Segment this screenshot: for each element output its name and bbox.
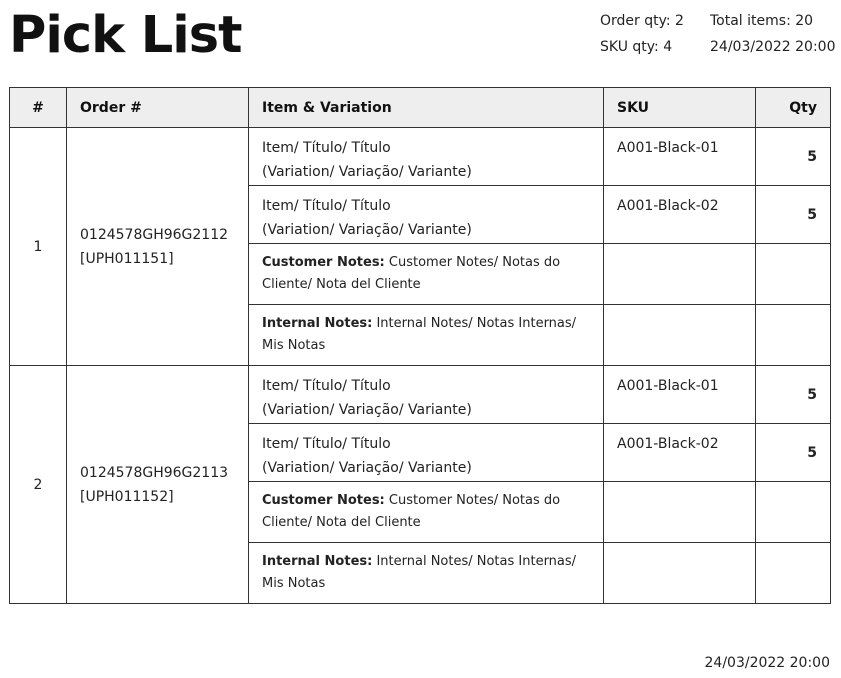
order-summary-left bbox=[600, 8, 684, 60]
table-row bbox=[10, 128, 831, 186]
header-datetime: 24/03/2022 20:00 bbox=[710, 39, 836, 55]
row-number: 1 bbox=[10, 128, 67, 366]
item-variation: (Variation/ Variação/ Variante) bbox=[262, 402, 472, 418]
item-variation: (Variation/ Variação/ Variante) bbox=[262, 164, 472, 180]
sku-cell: A001-Black-02 bbox=[604, 186, 756, 244]
internal-notes-label: Internal Notes: bbox=[262, 316, 373, 331]
empty-cell bbox=[604, 305, 756, 366]
empty-cell bbox=[604, 543, 756, 604]
internal-notes-text: Internal Notes/ Notas Internas/ Mis Notas bbox=[262, 554, 577, 591]
empty-cell bbox=[756, 543, 831, 604]
table-header-row bbox=[10, 88, 831, 128]
table-row bbox=[10, 366, 831, 424]
item-variation-cell bbox=[249, 128, 604, 186]
qty-cell: 5 bbox=[756, 186, 831, 244]
item-variation-cell bbox=[249, 366, 604, 424]
sku-cell: A001-Black-01 bbox=[604, 128, 756, 186]
qty-cell: 5 bbox=[756, 128, 831, 186]
column-header-sku: SKU bbox=[604, 88, 756, 128]
order-number: 0124578GH96G2112 bbox=[80, 226, 229, 243]
customer-notes-cell bbox=[249, 482, 604, 543]
order-reference: [UPH011152] bbox=[80, 488, 174, 505]
item-title: Item/ Título/ Título bbox=[262, 140, 391, 156]
empty-cell bbox=[756, 482, 831, 543]
item-title: Item/ Título/ Título bbox=[262, 198, 391, 214]
empty-cell bbox=[604, 482, 756, 543]
column-header-item: Item & Variation bbox=[249, 88, 604, 128]
item-variation-cell bbox=[249, 424, 604, 482]
empty-cell bbox=[604, 244, 756, 305]
order-summary-right bbox=[710, 8, 836, 60]
internal-notes-cell bbox=[249, 543, 604, 604]
column-header-qty: Qty bbox=[756, 88, 831, 128]
item-title: Item/ Título/ Título bbox=[262, 378, 391, 394]
customer-notes-text: Customer Notes/ Notas do Cliente/ Nota del Cliente bbox=[262, 255, 561, 292]
order-reference: [UPH011151] bbox=[80, 250, 174, 267]
item-variation-cell bbox=[249, 186, 604, 244]
footer-datetime: 24/03/2022 20:00 bbox=[704, 655, 830, 671]
internal-notes-text: Internal Notes/ Notas Internas/ Mis Notas bbox=[262, 316, 577, 353]
customer-notes-text: Customer Notes/ Notas do Cliente/ Nota del Cliente bbox=[262, 493, 561, 530]
total-items: Total items: 20 bbox=[710, 13, 814, 29]
empty-cell bbox=[756, 305, 831, 366]
internal-notes-label: Internal Notes: bbox=[262, 554, 373, 569]
order-qty: Order qty: 2 bbox=[600, 13, 684, 29]
qty-cell: 5 bbox=[756, 424, 831, 482]
customer-notes-label: Customer Notes: bbox=[262, 493, 385, 508]
pick-list-table bbox=[9, 87, 831, 604]
sku-cell: A001-Black-02 bbox=[604, 424, 756, 482]
sku-qty: SKU qty: 4 bbox=[600, 39, 673, 55]
item-variation: (Variation/ Variação/ Variante) bbox=[262, 222, 472, 238]
customer-notes-cell bbox=[249, 244, 604, 305]
column-header-order: Order # bbox=[67, 88, 249, 128]
page-title: Pick List bbox=[9, 6, 242, 65]
order-number: 0124578GH96G2113 bbox=[80, 464, 229, 481]
item-title: Item/ Título/ Título bbox=[262, 436, 391, 452]
customer-notes-label: Customer Notes: bbox=[262, 255, 385, 270]
empty-cell bbox=[756, 244, 831, 305]
item-variation: (Variation/ Variação/ Variante) bbox=[262, 460, 472, 476]
order-number-cell bbox=[67, 128, 249, 366]
row-number: 2 bbox=[10, 366, 67, 604]
order-number-cell bbox=[67, 366, 249, 604]
sku-cell: A001-Black-01 bbox=[604, 366, 756, 424]
column-header-number: # bbox=[10, 88, 67, 128]
internal-notes-cell bbox=[249, 305, 604, 366]
qty-cell: 5 bbox=[756, 366, 831, 424]
